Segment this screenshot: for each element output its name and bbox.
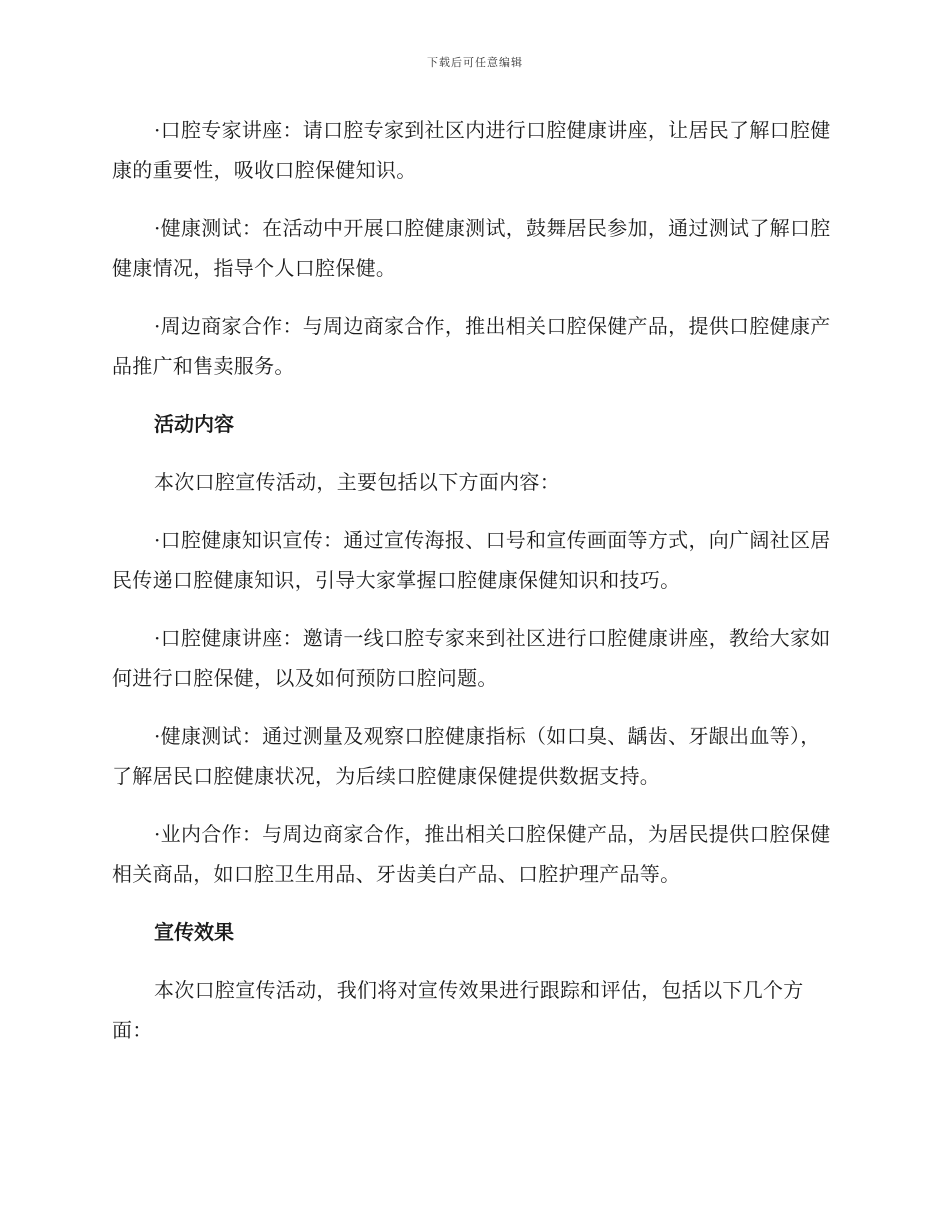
paragraph-merchant-cooperation: ·周边商家合作：与周边商家合作，推出相关口腔保健产品，提供口腔健康产品推广和售卖服务。 [112,314,831,378]
paragraph-activity-intro: 本次口腔宣传活动，主要包括以下方面内容： [154,470,560,494]
paragraph-expert-lecture: ·口腔专家讲座：请口腔专家到社区内进行口腔健康讲座，让居民了解口腔健康的重要性，吸收口腔保健知识。 [112,118,831,182]
section-heading-promotion-effect: 宣传效果 [154,920,234,944]
document-body [112,110,832,1068]
header-note: 下载后可任意编辑 [427,56,523,69]
paragraph-effect-intro: 本次口腔宣传活动，我们将对宣传效果进行跟踪和评估，包括以下几个方面： [112,978,804,1042]
paragraph-industry-cooperation: ·业内合作：与周边商家合作，推出相关口腔保健产品，为居民提供口腔保健相关商品，如口腔卫生用品、牙齿美白产品、口腔护理产品等。 [112,822,831,886]
section-heading-activity-content: 活动内容 [154,412,234,436]
paragraph-knowledge-promotion: ·口腔健康知识宣传：通过宣传海报、口号和宣传画面等方式，向广阔社区居民传递口腔健康知识，引导大家掌握口腔健康保健知识和技巧。 [112,528,831,592]
paragraph-health-testing: ·健康测试：通过测量及观察口腔健康指标（如口臭、龋齿、牙龈出血等），了解居民口腔健康状况，为后续口腔健康保健提供数据支持。 [112,724,821,788]
paragraph-health-lecture: ·口腔健康讲座：邀请一线口腔专家来到社区进行口腔健康讲座，教给大家如何进行口腔保健，以及如何预防口腔问题。 [112,626,831,690]
paragraph-health-test: ·健康测试：在活动中开展口腔健康测试，鼓舞居民参加，通过测试了解口腔健康情况，指导个人口腔保健。 [112,216,831,280]
